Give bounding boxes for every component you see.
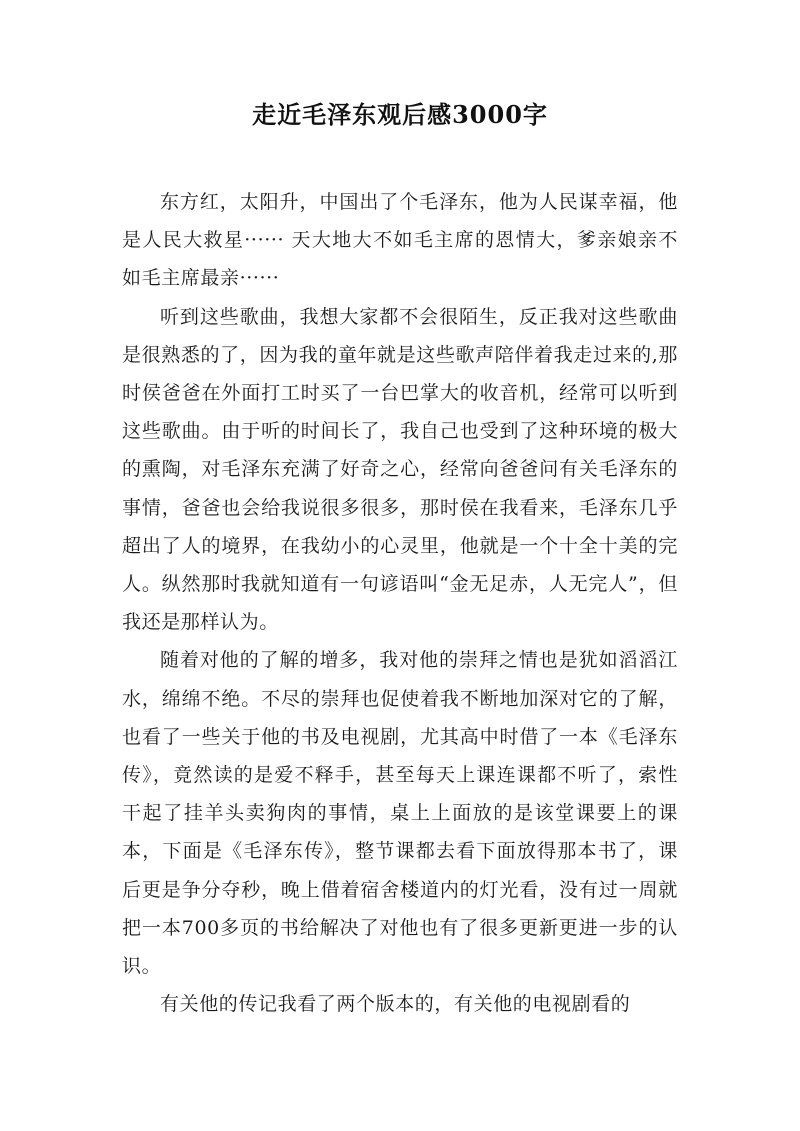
paragraph-1: 东方红，太阳升，中国出了个毛泽东，他为人民谋幸福，他是人民大救星······ 天大地大不如毛主席的恩情大，爹亲娘亲不如毛主席最亲······ (122, 191, 678, 290)
paragraph-2: 听到这些歌曲，我想大家都不会很陌生，反正我对这些歌曲是很熟悉的了，因为我的童年就是这些歌声陪伴着我走过来的,那时侯爸爸在外面打工时买了一台巴掌大的收音机，经常可以听到这些歌曲。由于听的时间长了，我自己也受到了这种环境的极大的熏陶，对毛泽东充满了好奇之心，经常向爸爸问有关毛泽东的事情，爸爸也会给我说很多很多，那时侯在我看来，毛泽东几乎超出了人的境界，在我幼小的心灵里，他就是一个十全十美的完人。纵然那时我就知道有一句谚语叫“金无足赤，人无完人”，但我还是那样认为。 (122, 305, 678, 634)
document-title: 走近毛泽东观后感3000字 (252, 100, 548, 129)
paragraph-4: 有关他的传记我看了两个版本的，有关他的电视剧看的 (160, 993, 631, 1016)
document-body (122, 183, 678, 1023)
paragraph-3: 随着对他的了解的增多，我对他的崇拜之情也是犹如滔滔江水，绵绵不绝。不尽的崇拜也促使着我不断地加深对它的了解，也看了一些关于他的书及电视剧，尤其高中时借了一本《毛泽东传》，竟然读的是爱不释手，甚至每天上课连课都不听了，索性干起了挂羊头卖狗肉的事情，桌上上面放的是该堂课要上的课本，下面是《毛泽东传》，整节课都去看下面放得那本书了，课后更是争分夺秒，晚上借着宿舍楼道内的灯光看，没有过一周就把一本700多页的书给解决了对他也有了很多更新更进一步的认识。 (122, 649, 678, 978)
